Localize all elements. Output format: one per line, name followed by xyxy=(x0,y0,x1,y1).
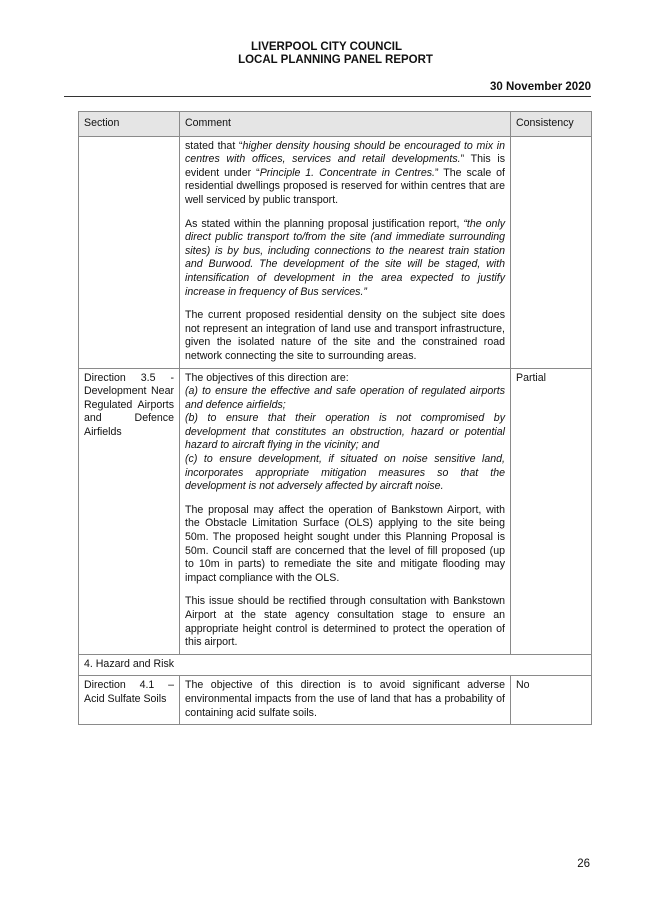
comment-paragraph xyxy=(185,218,505,300)
italic-quote-run: Principle 1. Concentrate in Centres. xyxy=(259,166,435,179)
objective-item: (c) to ensure development, if situated on noise sensitive land, incorporates appropriate mitigation measures so that the development is not adversely affected by aircraft noise. xyxy=(185,453,505,493)
consistency-table xyxy=(78,111,592,725)
table-row xyxy=(79,654,592,676)
text-run: As stated within the planning proposal justification report, xyxy=(185,217,464,230)
comment-paragraph xyxy=(185,140,505,208)
comment-cell xyxy=(180,676,511,725)
italic-quote-run: “the only direct public transport to/from the site (and immediate surrounding sites) is by bus, including connections to the nearest train station and Burwood. The development of the site will be staged, with intensification of development in the area expected to justify increase in frequency of Bus services.” xyxy=(185,217,505,298)
comment-paragraph: The objective of this direction is to avoid significant adverse environmental impacts from the use of land that has a probability of containing acid sulfate soils. xyxy=(185,679,505,719)
italic-quote-run: higher density housing should be encouraged to mix in centres with offices, services and retail developments. xyxy=(185,139,505,166)
report-title: LOCAL PLANNING PANEL REPORT xyxy=(238,54,433,66)
consistency-cell: Partial xyxy=(511,368,592,654)
table-header-row xyxy=(79,112,592,137)
header-section: Section xyxy=(79,112,180,137)
header-consistency: Consistency xyxy=(511,112,592,137)
section-cell xyxy=(79,136,180,368)
text-run: ” This is evident under “ xyxy=(185,153,505,179)
consistency-cell xyxy=(511,136,592,368)
comment-paragraph: The current proposed residential density on the subject site does not represent an integration of land use and transport infrastructure, given the isolated nature of the site and the constrained road network connecting the site to surrounding areas. xyxy=(185,309,505,362)
text-run: stated that “ xyxy=(185,139,243,152)
comment-cell xyxy=(180,136,511,368)
report-date: 30 November 2020 xyxy=(489,81,591,93)
section-cell: Direction 4.1 – Acid Sulfate Soils xyxy=(79,676,180,725)
section-cell: Direction 3.5 - Development Near Regulated Airports and Defence Airfields xyxy=(79,368,180,654)
table-row xyxy=(79,676,592,725)
objective-item: (b) to ensure that their operation is not compromised by development that constitutes an obstruction, hazard or potential hazard to aircraft flying in the vicinity; and xyxy=(185,412,505,452)
objectives-block xyxy=(185,372,505,494)
consistency-cell: No xyxy=(511,676,592,725)
page-number: 26 xyxy=(577,858,590,870)
comment-paragraph: This issue should be rectified through consultation with Bankstown Airport at the state agency consultation stage to ensure an appropriate height control is determined to protect the operation of this airport. xyxy=(185,595,505,649)
table-row xyxy=(79,136,592,368)
objective-item: (a) to ensure the effective and safe operation of regulated airports and defence airfields; xyxy=(185,385,505,411)
header-comment: Comment xyxy=(180,112,511,137)
objectives-intro: The objectives of this direction are: xyxy=(185,371,349,384)
comment-cell xyxy=(180,368,511,654)
council-name: LIVERPOOL CITY COUNCIL xyxy=(250,41,402,53)
category-heading: 4. Hazard and Risk xyxy=(79,654,592,676)
table-row xyxy=(79,368,592,654)
header-divider xyxy=(64,96,591,97)
comment-paragraph: The proposal may affect the operation of Bankstown Airport, with the Obstacle Limitation Surface (OLS) applying to the site being 50m. The proposed height sought under this Planning Proposal is 50m. Council staff are concerned that the level of fill proposed (up to 10m in parts) to remediate the site and mitigate flooding may impact compliance with the OLS. xyxy=(185,503,505,584)
text-run: ” The scale of residential dwellings proposed is reserved for within centres that are well serviced by public transport. xyxy=(185,166,506,206)
report-header xyxy=(0,41,653,67)
